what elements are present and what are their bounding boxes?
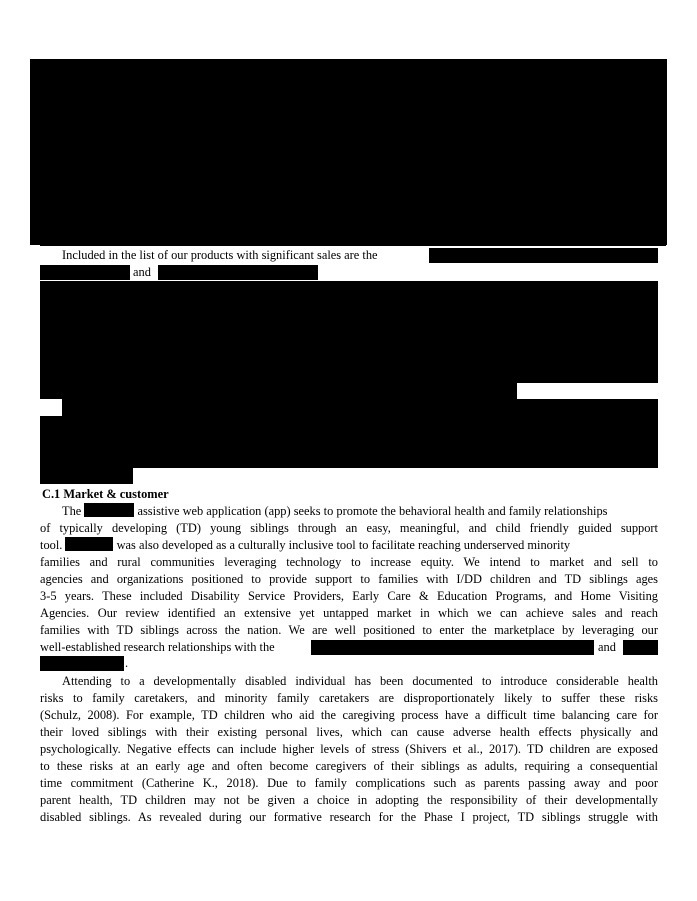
p2-line-1: Attending to a developmentally disabled individual has been documented to introduce considerable health [62, 674, 658, 688]
redacted-paragraph-2a [62, 399, 658, 416]
redacted-product-1 [429, 248, 658, 263]
p1-line-8: families with TD siblings across the nation. We are well positioned to enter the marketplace by leveraging our [40, 623, 658, 637]
p2-line-3: (Schulz, 2008). For example, TD children who aid the caregiving process have a difficult time balancing care for [40, 708, 658, 722]
redacted-paragraph-2c [40, 468, 133, 484]
p1-line-3: tool. was also developed as a culturally inclusive tool to facilitate reaching underserved minority [40, 538, 571, 552]
p1-line-5: agencies and organizations positioned to provide support to families with I/DD children and TD siblings ages [40, 572, 658, 586]
p2-line-9: disabled siblings. As revealed during our formative research for the Phase I project, TD siblings struggle with [40, 810, 658, 824]
p2-line-2: risks to family caretakers, and minority family caretakers are disproportionately likely to suffer these risks [40, 691, 658, 705]
redacted-product-2 [40, 265, 130, 280]
p1-line-7: Agencies. Our review identified an extensive yet untapped market in which we can achieve sales and reach [40, 606, 658, 620]
redacted-top-block [30, 59, 667, 245]
p1-line-10: . [125, 656, 129, 670]
divider [40, 245, 666, 246]
redacted-paragraph-1d [40, 383, 517, 399]
redacted-app-name [84, 503, 134, 517]
redacted-paragraph-1a [40, 281, 62, 297]
p1-line-9: well-established research relationships with the [40, 640, 275, 654]
redacted-paragraph-1b [62, 281, 658, 383]
intro-text: Included in the list of our products with significant sales are the [62, 248, 378, 262]
redacted-research-partner-1 [311, 640, 594, 655]
section-heading: C.1 Market & customer [42, 487, 169, 501]
p2-line-4: their loved siblings with their existing personal lives, which can cause adverse health effects physically and [40, 725, 658, 739]
p1-line-4: families and rural communities leveraging technology to increase equity. We intend to market and sell to [40, 555, 658, 569]
p1-line-1: The assistive web application (app) seeks to promote the behavioral health and family relationships [62, 504, 608, 518]
redacted-paragraph-1c [40, 297, 62, 383]
p1-line-6: 3-5 years. These included Disability Service Providers, Early Care & Education Programs, and Home Visiting [40, 589, 658, 603]
intro-line-1 [62, 247, 378, 264]
p1-line-2: of typically developing (TD) young siblings through an easy, meaningful, and child friendly guided support [40, 521, 658, 535]
redacted-product-3 [158, 265, 318, 280]
p1-line-9-and: and [598, 640, 616, 654]
intro-line-2 [133, 264, 151, 281]
redacted-app-name [65, 537, 113, 551]
p2-line-6: to these risks at an early age and often become caregivers of their siblings as adults, requiring a consequential [40, 759, 658, 773]
redacted-research-partner-2b [40, 656, 124, 671]
p2-line-7: time commitment (Catherine K., 2018). Due to family complications such as parents passing away and poor [40, 776, 658, 790]
p2-line-5: psychologically. Negative effects can include higher levels of stress (Shivers et al., 2017). TD children are exposed [40, 742, 658, 756]
p2-line-8: parent health, TD children may not be given a choice in adopting the responsibility of their developmentally [40, 793, 658, 807]
and-text: and [133, 265, 151, 279]
redacted-research-partner-2 [623, 640, 658, 655]
redacted-paragraph-2b [40, 416, 658, 468]
